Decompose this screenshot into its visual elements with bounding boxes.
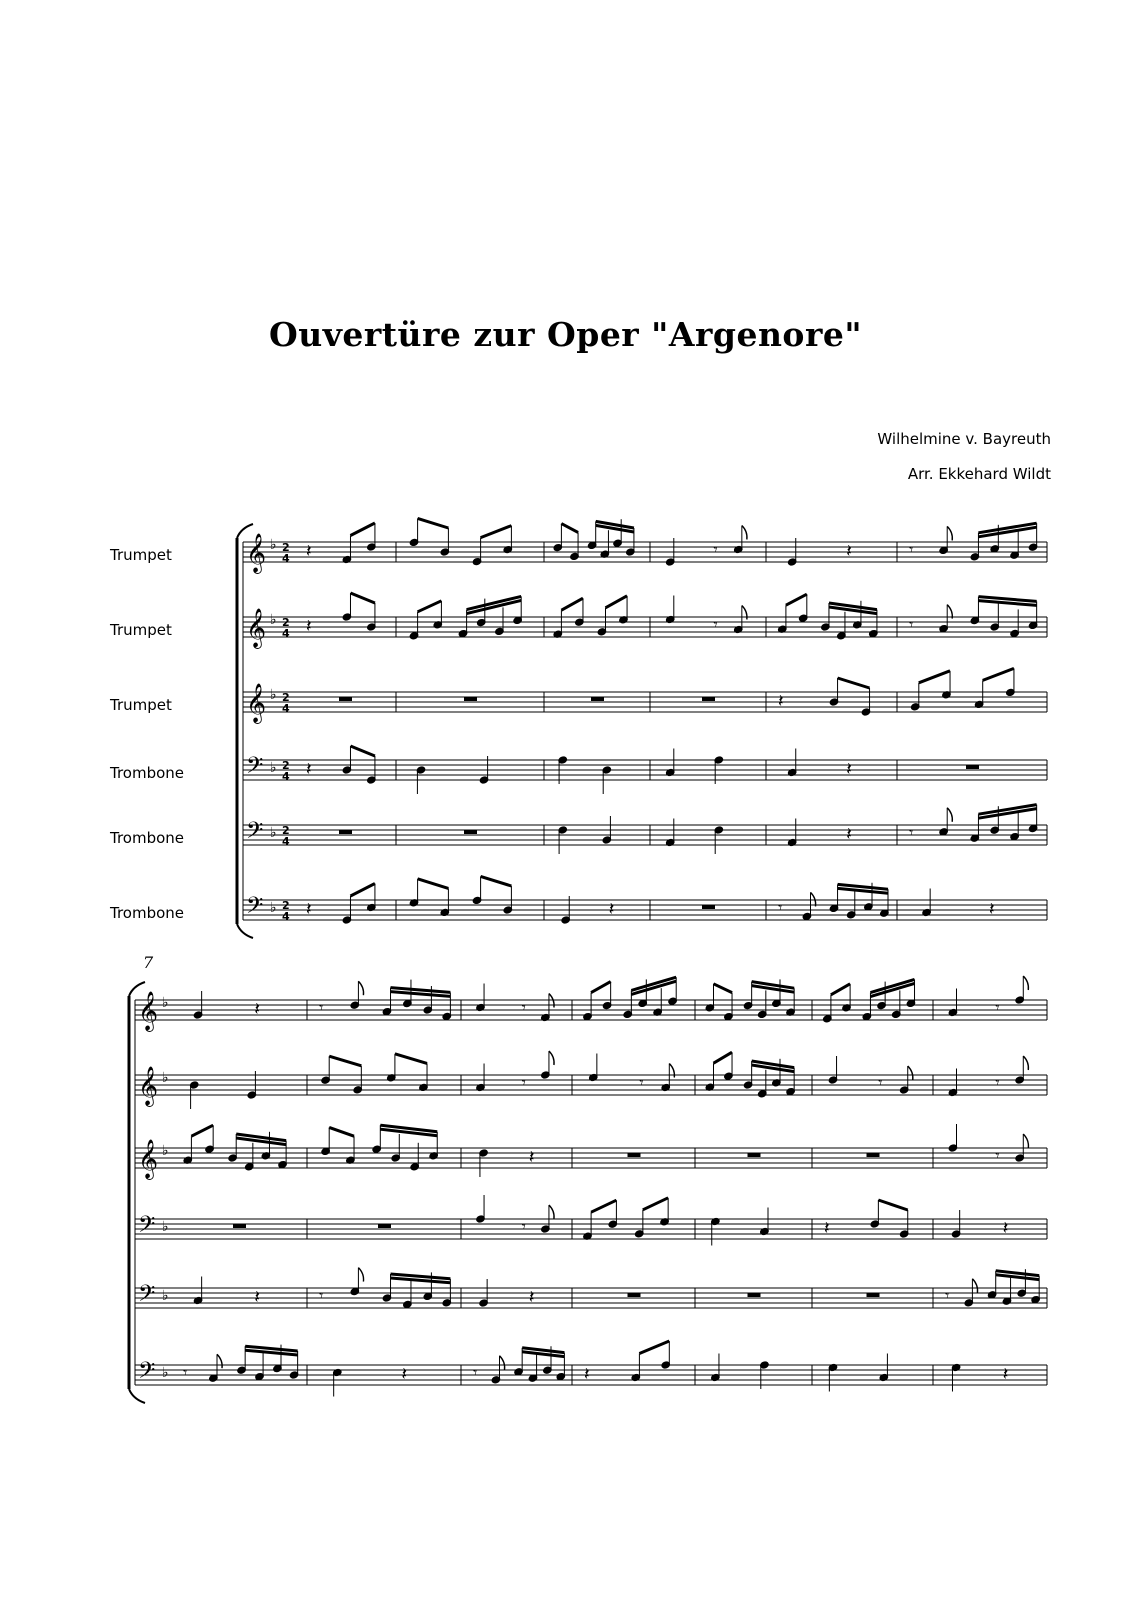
- quarter-rest-icon: 𝄽: [778, 691, 784, 712]
- note-flag: [358, 981, 363, 995]
- arranger-credit: Arr. Ekkehard Wildt: [907, 465, 1051, 483]
- time-signature-bottom: 4: [282, 770, 290, 783]
- staff-2: [135, 1051, 1047, 1109]
- instrument-label-trombone-3: Trombone: [110, 904, 185, 922]
- flat-sign-icon: ♭: [270, 760, 277, 776]
- whole-rest-icon: [464, 697, 477, 701]
- flat-sign-icon: ♭: [162, 1288, 169, 1304]
- time-signature-top: 2: [282, 616, 290, 629]
- staff-5: [243, 805, 1047, 854]
- flat-sign-icon: ♭: [270, 537, 277, 553]
- eighth-rest-icon: 𝄾: [995, 998, 1000, 1017]
- quarter-rest-icon: 𝄽: [528, 1147, 535, 1168]
- note-flag: [1023, 1134, 1028, 1148]
- staff-6: [243, 876, 1047, 924]
- flat-sign-icon: ♭: [162, 995, 169, 1011]
- note-beam: [831, 984, 850, 995]
- note-flag: [947, 808, 952, 822]
- note-beam: [350, 593, 374, 603]
- treble-clef-icon: 𝄞: [138, 1139, 159, 1179]
- note-beam: [561, 598, 583, 610]
- note-beam: [714, 1052, 733, 1063]
- instrument-label-trumpet-2: Trumpet: [110, 621, 172, 639]
- bass-clef-icon: 𝄢: [138, 1358, 156, 1389]
- note-flag: [1023, 976, 1028, 990]
- whole-rest-icon: [339, 697, 352, 701]
- staff-4: [135, 1195, 1047, 1246]
- flat-sign-icon: ♭: [162, 1070, 169, 1086]
- note-beam: [606, 596, 628, 608]
- instrument-label-trombone-2: Trombone: [110, 829, 185, 847]
- bracket-bottom-hook: [129, 1389, 145, 1403]
- note-beam: [643, 1198, 668, 1210]
- note-beam: [919, 671, 950, 683]
- eighth-rest-icon: 𝄾: [945, 1286, 950, 1305]
- time-signature-bottom: 4: [282, 835, 290, 848]
- note-flag: [811, 892, 816, 906]
- note-flag: [947, 526, 952, 540]
- note-beam: [329, 1127, 354, 1136]
- eighth-rest-icon: 𝄾: [521, 1217, 526, 1236]
- composer-credit: Wilhelmine v. Bayreuth: [877, 430, 1051, 448]
- note-flag: [500, 1356, 505, 1370]
- note-beam: [591, 1200, 616, 1212]
- quarter-rest-icon: 𝄽: [306, 759, 312, 780]
- whole-rest-icon: [966, 765, 979, 769]
- eighth-rest-icon: 𝄾: [713, 615, 718, 634]
- note-flag: [742, 526, 747, 540]
- whole-rest-icon: [628, 1153, 641, 1157]
- note-flag: [549, 1051, 554, 1065]
- note-beam: [481, 876, 512, 886]
- treble-clef-icon: 𝄞: [138, 991, 159, 1031]
- staff-6: [135, 1341, 1047, 1397]
- note-beam: [395, 1054, 427, 1064]
- note-beam: [838, 678, 870, 688]
- note-beam: [418, 601, 442, 612]
- instrument-label-trumpet-3: Trumpet: [110, 696, 172, 714]
- eighth-rest-icon: 𝄾: [878, 1073, 883, 1092]
- eighth-rest-icon: 𝄾: [909, 823, 914, 842]
- time-signature-bottom: 4: [282, 627, 290, 640]
- whole-rest-icon: [378, 1224, 391, 1228]
- staff-3: [135, 1124, 1047, 1180]
- flat-sign-icon: ♭: [270, 825, 277, 841]
- note-beam: [350, 746, 374, 756]
- staff-3: [243, 668, 1047, 724]
- treble-clef-icon: 𝄞: [246, 608, 267, 648]
- time-signature-top: 2: [282, 541, 290, 554]
- whole-rest-icon: [591, 697, 604, 701]
- staff-5: [135, 1268, 1047, 1312]
- note-beam: [191, 1125, 213, 1136]
- note-beam: [786, 594, 807, 605]
- note-beam: [983, 668, 1014, 680]
- quarter-rest-icon: 𝄽: [846, 759, 852, 780]
- whole-rest-icon: [748, 1153, 761, 1157]
- flat-sign-icon: ♭: [270, 900, 277, 916]
- eighth-rest-icon: 𝄾: [713, 540, 718, 559]
- note-beam: [481, 526, 512, 538]
- quarter-rest-icon: 𝄽: [254, 1287, 260, 1308]
- note-beam: [418, 879, 449, 889]
- quarter-rest-icon: 𝄽: [608, 899, 615, 920]
- treble-clef-icon: 𝄞: [246, 533, 267, 573]
- quarter-rest-icon: 𝄽: [1002, 1364, 1009, 1385]
- eighth-rest-icon: 𝄾: [319, 1286, 324, 1305]
- staff-2: [243, 593, 1047, 649]
- whole-rest-icon: [702, 905, 715, 909]
- note-beam: [350, 523, 374, 536]
- time-signature-bottom: 4: [282, 910, 290, 923]
- quarter-rest-icon: 𝄽: [846, 541, 852, 562]
- whole-rest-icon: [867, 1153, 880, 1157]
- quarter-rest-icon: 𝄽: [824, 1218, 830, 1239]
- flat-sign-icon: ♭: [162, 1219, 169, 1235]
- quarter-rest-icon: 𝄽: [584, 1364, 590, 1385]
- eighth-rest-icon: 𝄾: [183, 1363, 188, 1382]
- flat-sign-icon: ♭: [162, 1143, 169, 1159]
- bass-clef-icon: 𝄢: [246, 818, 264, 849]
- note-flag: [549, 1205, 554, 1219]
- measure-number: 7: [143, 953, 154, 972]
- eighth-rest-icon: 𝄾: [319, 998, 324, 1017]
- time-signature-top: 2: [282, 759, 290, 772]
- bass-clef-icon: 𝄢: [138, 1212, 156, 1243]
- whole-rest-icon: [867, 1293, 880, 1297]
- eighth-rest-icon: 𝄾: [639, 1073, 644, 1092]
- note-beam: [418, 518, 449, 528]
- note-beam: [639, 1341, 669, 1354]
- eighth-rest-icon: 𝄾: [521, 1073, 526, 1092]
- quarter-rest-icon: 𝄽: [401, 1364, 408, 1385]
- quarter-rest-icon: 𝄽: [989, 899, 995, 920]
- eighth-rest-icon: 𝄾: [778, 898, 783, 917]
- staff-1: [243, 518, 1047, 574]
- eighth-rest-icon: 𝄾: [995, 1073, 1000, 1092]
- note-beam: [878, 1200, 907, 1210]
- score-title: Ouvertüre zur Oper "Argenore": [268, 315, 863, 354]
- note-beam: [561, 524, 578, 533]
- eighth-rest-icon: 𝄾: [473, 1363, 478, 1382]
- whole-rest-icon: [464, 830, 477, 834]
- note-beam: [350, 884, 374, 897]
- time-signature-bottom: 4: [282, 702, 290, 715]
- note-flag: [217, 1354, 222, 1368]
- eighth-rest-icon: 𝄾: [995, 1146, 1000, 1165]
- quarter-rest-icon: 𝄽: [306, 616, 312, 637]
- time-signature-top: 2: [282, 899, 290, 912]
- eighth-rest-icon: 𝄾: [909, 615, 914, 634]
- staff-1: [135, 976, 1047, 1032]
- time-signature-top: 2: [282, 691, 290, 704]
- quarter-rest-icon: 𝄽: [306, 899, 312, 920]
- quarter-rest-icon: 𝄽: [306, 541, 312, 562]
- flat-sign-icon: ♭: [270, 687, 277, 703]
- quarter-rest-icon: 𝄽: [1002, 1218, 1009, 1239]
- note-flag: [1023, 1056, 1028, 1070]
- bass-clef-icon: 𝄢: [246, 893, 264, 924]
- instrument-label-trombone-1: Trombone: [110, 764, 185, 782]
- quarter-rest-icon: 𝄽: [254, 999, 260, 1020]
- quarter-rest-icon: 𝄽: [528, 1287, 535, 1308]
- note-flag: [972, 1279, 977, 1293]
- instrument-label-trumpet-1: Trumpet: [110, 546, 172, 564]
- time-signature-top: 2: [282, 824, 290, 837]
- staff-4: [243, 746, 1047, 794]
- score-system-1: [237, 518, 1047, 938]
- bass-clef-icon: 𝄢: [138, 1281, 156, 1312]
- bracket-bottom-hook: [237, 924, 253, 938]
- note-beam: [329, 1056, 361, 1066]
- note-beam: [714, 984, 733, 993]
- flat-sign-icon: ♭: [270, 612, 277, 628]
- whole-rest-icon: [748, 1293, 761, 1297]
- flat-sign-icon: ♭: [162, 1365, 169, 1381]
- score-system-2: [129, 976, 1047, 1403]
- note-flag: [358, 1268, 363, 1282]
- time-signature-bottom: 4: [282, 552, 290, 565]
- whole-rest-icon: [702, 697, 715, 701]
- note-flag: [908, 1066, 913, 1080]
- eighth-rest-icon: 𝄾: [909, 540, 914, 559]
- quarter-rest-icon: 𝄽: [846, 824, 852, 845]
- whole-rest-icon: [339, 830, 352, 834]
- whole-rest-icon: [233, 1224, 246, 1228]
- treble-clef-icon: 𝄞: [246, 683, 267, 723]
- eighth-rest-icon: 𝄾: [521, 998, 526, 1017]
- whole-rest-icon: [628, 1293, 641, 1297]
- bass-clef-icon: 𝄢: [246, 753, 264, 784]
- treble-clef-icon: 𝄞: [138, 1066, 159, 1106]
- note-beam: [591, 982, 611, 993]
